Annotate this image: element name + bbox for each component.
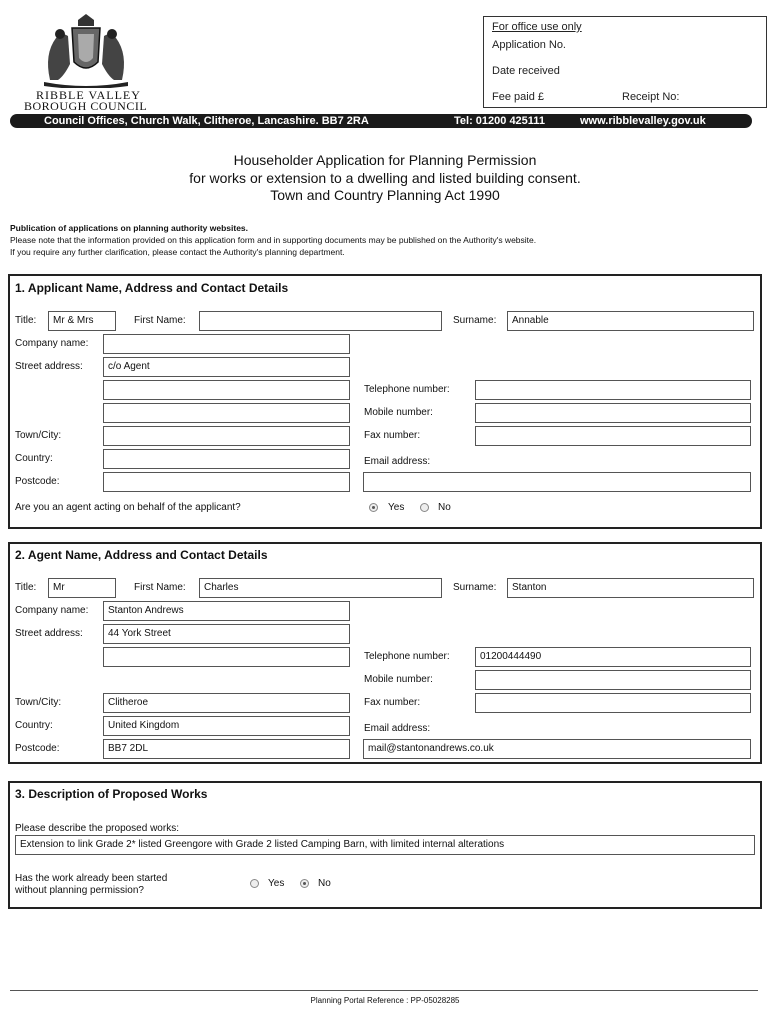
agent-email-field[interactable]: mail@stantonandrews.co.uk — [363, 739, 751, 759]
agent-no-label: No — [438, 502, 451, 513]
applicant-street-field-3[interactable] — [103, 403, 350, 423]
agent-yes-radio[interactable] — [369, 503, 378, 512]
agent-postcode-label: Postcode: — [15, 743, 60, 754]
works-started-no-radio[interactable] — [300, 879, 309, 888]
agent-question: Are you an agent acting on behalf of the applicant? — [15, 502, 241, 513]
fee-paid-label: Fee paid £ — [492, 91, 544, 103]
agent-heading: 2. Agent Name, Address and Contact Details — [15, 548, 268, 562]
applicant-surname-field[interactable]: Annable — [507, 311, 754, 331]
works-started-no-label: No — [318, 878, 331, 889]
applicant-telephone-label: Telephone number: — [364, 384, 450, 395]
agent-company-field[interactable]: Stanton Andrews — [103, 601, 350, 621]
works-heading: 3. Description of Proposed Works — [15, 787, 208, 801]
office-use-heading: For office use only — [492, 21, 582, 33]
receipt-no-label: Receipt No: — [622, 91, 680, 103]
works-describe-label: Please describe the proposed works: — [15, 823, 179, 834]
form-act: Town and Country Planning Act 1990 — [270, 187, 500, 203]
council-crest — [38, 14, 134, 88]
agent-street-field[interactable]: 44 York Street — [103, 624, 350, 644]
council-website[interactable]: www.ribblevalley.gov.uk — [580, 115, 706, 127]
agent-fax-label: Fax number: — [364, 697, 421, 708]
agent-surname-label: Surname: — [453, 582, 497, 593]
agent-surname-field[interactable]: Stanton — [507, 578, 754, 598]
applicant-street-field-2[interactable] — [103, 380, 350, 400]
applicant-first-name-label: First Name: — [134, 315, 186, 326]
publication-note-2: If you require any further clarification, please contact the Authority's planning department. — [10, 247, 345, 257]
agent-title-field[interactable]: Mr — [48, 578, 116, 598]
agent-yes-label: Yes — [388, 502, 405, 513]
agent-mobile-label: Mobile number: — [364, 674, 433, 685]
applicant-postcode-field[interactable] — [103, 472, 350, 492]
applicant-company-field[interactable] — [103, 334, 350, 354]
agent-first-name-label: First Name: — [134, 582, 186, 593]
agent-company-label: Company name: — [15, 605, 89, 616]
agent-title-label: Title: — [15, 582, 37, 593]
applicant-telephone-field[interactable] — [475, 380, 751, 400]
applicant-mobile-field[interactable] — [475, 403, 751, 423]
applicant-country-label: Country: — [15, 453, 53, 464]
agent-country-label: Country: — [15, 720, 53, 731]
publication-heading: Publication of applications on planning authority websites. — [10, 223, 249, 233]
applicant-mobile-label: Mobile number: — [364, 407, 433, 418]
applicant-email-label: Email address: — [364, 456, 431, 467]
date-received-label: Date received — [492, 65, 560, 77]
council-name-line2: BOROUGH COUNCIL — [24, 99, 148, 113]
works-started-question-2: without planning permission? — [15, 885, 144, 896]
applicant-street-field[interactable]: c/o Agent — [103, 357, 350, 377]
works-description-field[interactable]: Extension to link Grade 2* listed Greengore with Grade 2 listed Camping Barn, with limited internal alterations — [15, 835, 755, 855]
works-started-yes-label: Yes — [268, 878, 285, 889]
agent-town-field[interactable]: Clitheroe — [103, 693, 350, 713]
applicant-surname-label: Surname: — [453, 315, 497, 326]
applicant-first-name-field[interactable] — [199, 311, 442, 331]
agent-email-label: Email address: — [364, 723, 431, 734]
council-name-line1: RIBBLE VALLEY — [36, 88, 141, 102]
footer-divider — [10, 990, 758, 991]
applicant-street-label: Street address: — [15, 361, 83, 372]
applicant-fax-field[interactable] — [475, 426, 751, 446]
council-address: Council Offices, Church Walk, Clitheroe, Lancashire. BB7 2RA — [44, 115, 369, 127]
agent-first-name-field[interactable]: Charles — [199, 578, 442, 598]
agent-mobile-field[interactable] — [475, 670, 751, 690]
applicant-company-label: Company name: — [15, 338, 89, 349]
applicant-town-label: Town/City: — [15, 430, 62, 441]
works-started-question-1: Has the work already been started — [15, 873, 168, 884]
works-started-yes-radio[interactable] — [250, 879, 259, 888]
agent-postcode-field[interactable]: BB7 2DL — [103, 739, 350, 759]
agent-street-label: Street address: — [15, 628, 83, 639]
agent-fax-field[interactable] — [475, 693, 751, 713]
agent-street-field-2[interactable] — [103, 647, 350, 667]
address-banner — [10, 114, 752, 128]
form-title: Householder Application for Planning Permission — [233, 152, 537, 168]
agent-country-field[interactable]: United Kingdom — [103, 716, 350, 736]
publication-note-1: Please note that the information provided on this application form and in supporting documents may be published on the Authority's website. — [10, 235, 537, 245]
planning-portal-reference: Planning Portal Reference : PP-05028285 — [310, 996, 460, 1005]
agent-telephone-label: Telephone number: — [364, 651, 450, 662]
agent-telephone-field[interactable]: 01200444490 — [475, 647, 751, 667]
applicant-title-label: Title: — [15, 315, 37, 326]
form-subtitle: for works or extension to a dwelling and listed building consent. — [189, 170, 581, 186]
agent-no-radio[interactable] — [420, 503, 429, 512]
applicant-fax-label: Fax number: — [364, 430, 421, 441]
applicant-heading: 1. Applicant Name, Address and Contact Details — [15, 281, 289, 295]
agent-town-label: Town/City: — [15, 697, 62, 708]
council-telephone: Tel: 01200 425111 — [454, 115, 545, 127]
applicant-country-field[interactable] — [103, 449, 350, 469]
application-no-label: Application No. — [492, 39, 566, 51]
applicant-title-field[interactable]: Mr & Mrs — [48, 311, 116, 331]
office-use-box — [483, 16, 767, 108]
applicant-postcode-label: Postcode: — [15, 476, 60, 487]
applicant-email-field[interactable] — [363, 472, 751, 492]
applicant-town-field[interactable] — [103, 426, 350, 446]
